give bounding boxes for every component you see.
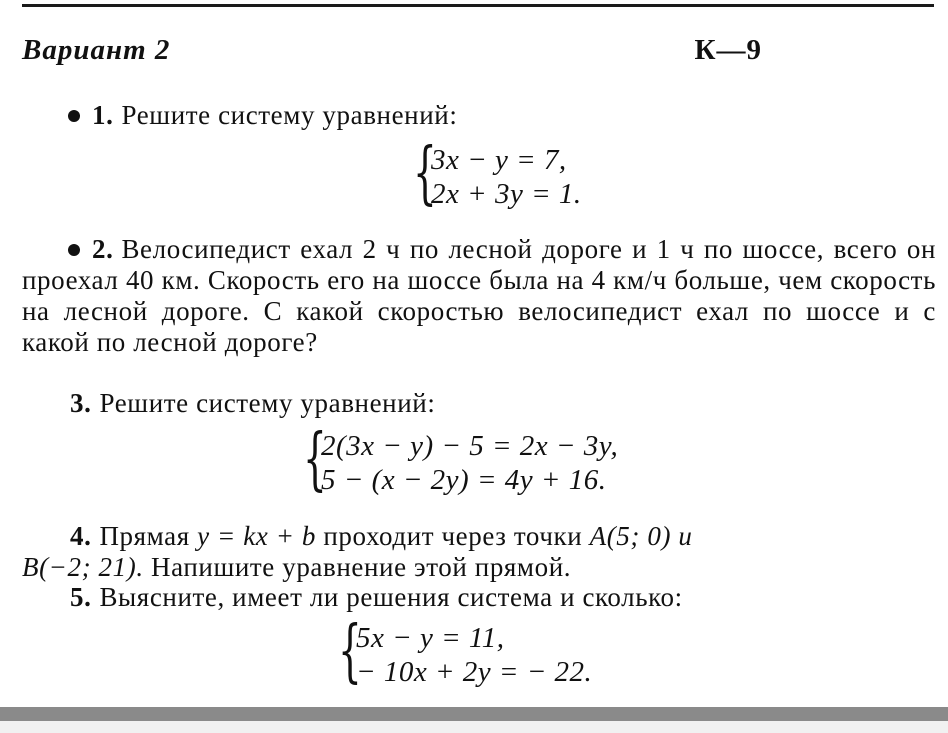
page-header <box>22 34 762 68</box>
equation-line: 5 − (x − 2y) = 4y + 16. <box>321 464 607 496</box>
task-number: 1. <box>92 100 114 130</box>
line-equation: y = kx + b <box>197 521 317 551</box>
task-number: 5. <box>70 582 92 612</box>
task-2 <box>22 234 936 358</box>
bottom-gray-bar <box>0 707 948 721</box>
task-number: 4. <box>70 521 92 551</box>
equation-line: 2x + 3y = 1. <box>431 178 582 210</box>
task-4 <box>22 521 936 583</box>
point-b: B(−2; 21). <box>22 552 144 582</box>
task-text: Напишите уравнение этой прямой. <box>143 552 572 582</box>
top-rule <box>22 4 934 7</box>
equation-line: 3x − y = 7, <box>431 144 567 176</box>
task-text: Решите систему уравнений: <box>121 100 458 130</box>
task-text: Решите систему уравнений: <box>99 388 436 418</box>
task-3 <box>22 388 936 419</box>
bullet-icon <box>68 244 80 256</box>
variant-title: Вариант 2 <box>22 34 171 66</box>
left-brace-icon: { <box>303 420 327 499</box>
task-number: 3. <box>70 388 92 418</box>
task-number: 2. <box>92 234 114 264</box>
bullet-icon <box>68 110 80 122</box>
equation-line: 2(3x − y) − 5 = 2x − 3y, <box>321 430 619 462</box>
equation-line: 5x − y = 11, <box>356 622 505 654</box>
test-code: К—9 <box>694 34 762 66</box>
task-text: Велосипедист ехал 2 ч по лесной дороге и 1 ч по <box>121 234 734 264</box>
task-text: шоссе, всего он проехал 40 км. Скорость его на шоссе была на 4 км/ч больше, чем скорость на лесной дороге. С какой скоростью велосипедист ехал по шоссе и с какой по лесной дороге? <box>22 234 936 357</box>
left-brace-icon: { <box>413 134 437 213</box>
task-text: проходит через точки <box>316 521 590 551</box>
equation-line: − 10x + 2y = − 22. <box>356 656 593 688</box>
bottom-strip <box>0 721 948 733</box>
task-text: Выясните, имеет ли решения система и сколько: <box>99 582 683 612</box>
left-brace-icon: { <box>338 612 362 691</box>
task-text: Прямая <box>99 521 198 551</box>
point-a: A(5; 0) и <box>589 521 693 551</box>
task-5 <box>22 582 936 613</box>
task-1 <box>22 100 936 131</box>
